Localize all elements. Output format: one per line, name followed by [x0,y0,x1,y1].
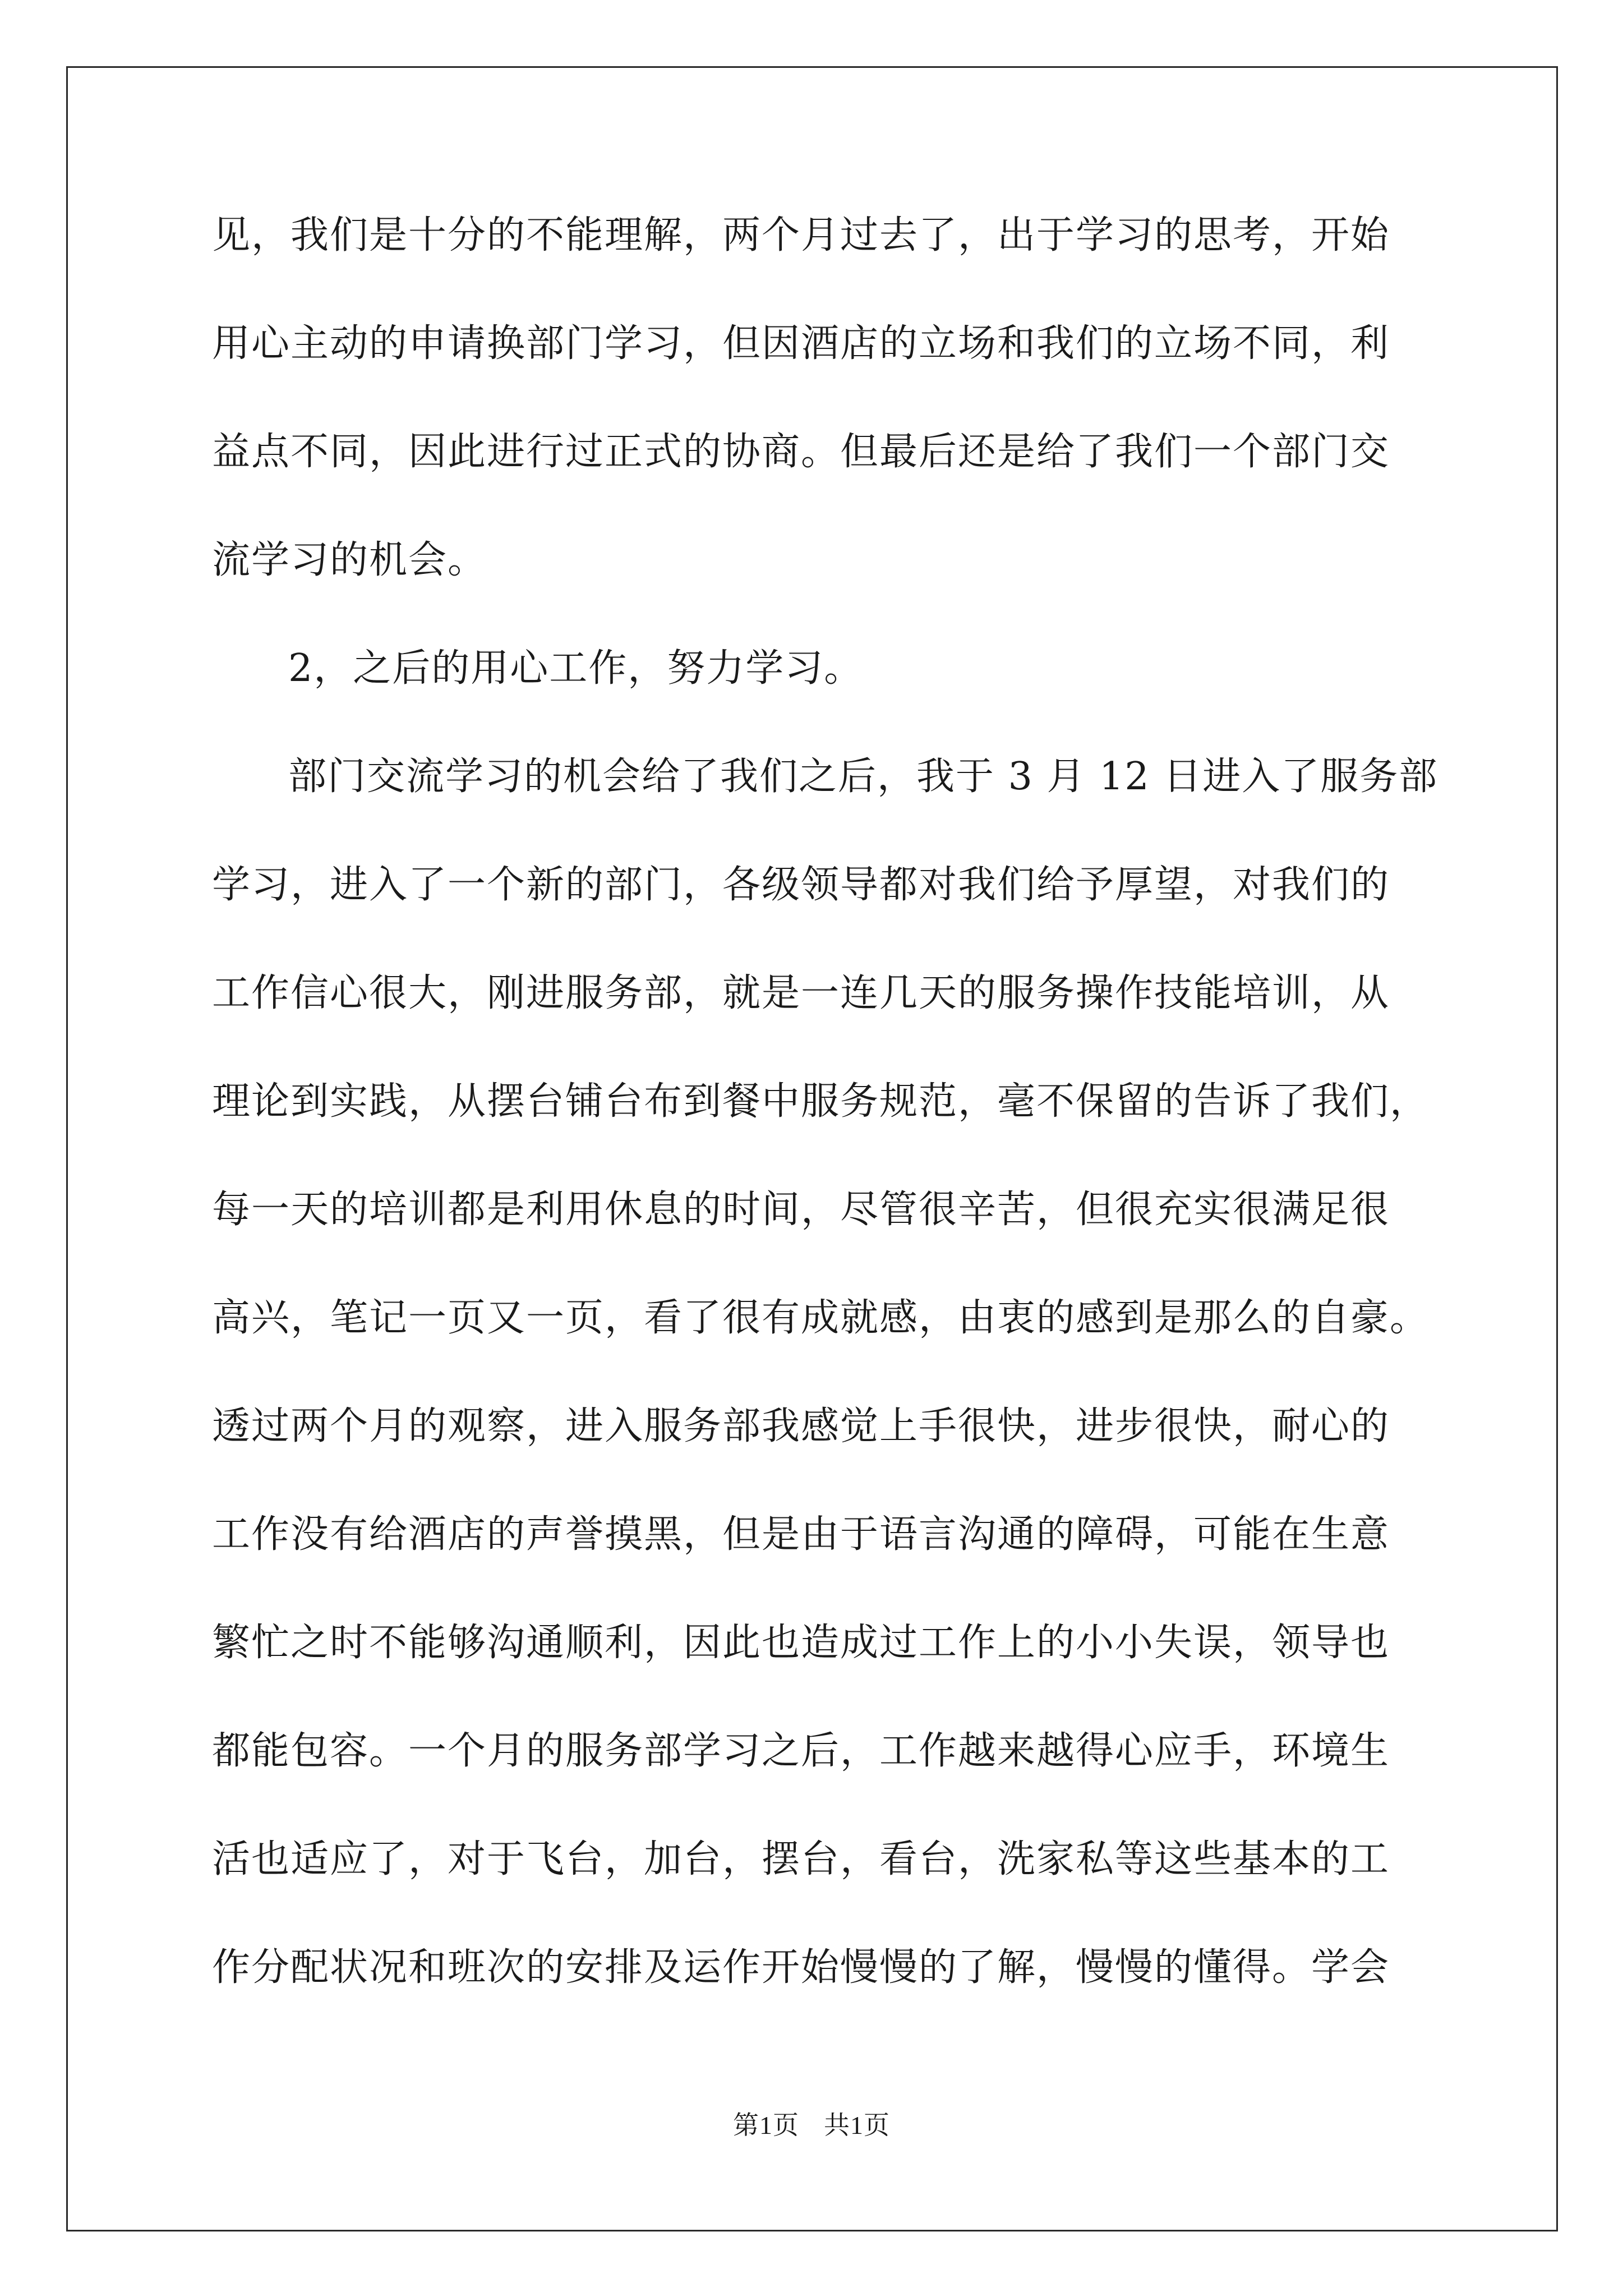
text-line: 作分配状况和班次的安排及运作开始慢慢的了解，慢慢的懂得。学会 [212,1945,1390,1990]
text-line: 流学习的机会。 [212,538,487,582]
text-line: 理论到实践，从摆台铺台布到餐中服务规范，毫不保留的告诉了我们， [212,1079,1430,1124]
page-footer [0,2105,1623,2142]
text-line: 部门交流学习的机会给了我们之后，我于 3 月 12 日进入了服务部 [288,754,1438,799]
page-number-total: 共1页 [824,2111,890,2139]
page-number-current: 第1页 [733,2111,799,2139]
text-line: 用心主动的申请换部门学习，但因酒店的立场和我们的立场不同，利 [212,321,1390,366]
text-line: 学习，进入了一个新的部门，各级领导都对我们给予厚望，对我们的 [212,863,1390,907]
document-body [212,210,1438,2051]
text-line: 活也适应了，对于飞台，加台，摆台，看台，洗家私等这些基本的工 [212,1837,1390,1881]
text-line: 繁忙之时不能够沟通顺利，因此也造成过工作上的小小失误，领导也 [212,1621,1390,1665]
text-line: 益点不同，因此进行过正式的协商。但最后还是给了我们一个部门交 [212,430,1390,474]
text-line: 工作信心很大，刚进服务部，就是一连几天的服务操作技能培训，从 [212,971,1390,1015]
text-line: 工作没有给酒店的声誉摸黑，但是由于语言沟通的障碍，可能在生意 [212,1512,1390,1557]
text-line: 2，之后的用心工作，努力学习。 [288,646,864,691]
text-line: 高兴，笔记一页又一页，看了很有成就感，由衷的感到是那么的自豪。 [212,1296,1430,1340]
text-line: 每一天的培训都是利用休息的时间，尽管很辛苦，但很充实很满足很 [212,1188,1390,1232]
text-line: 透过两个月的观察，进入服务部我感觉上手很快，进步很快，耐心的 [212,1404,1390,1448]
text-line: 见，我们是十分的不能理解，两个月过去了，出于学习的思考，开始 [212,213,1390,257]
text-line: 都能包容。一个月的服务部学习之后，工作越来越得心应手，环境生 [212,1729,1390,1773]
